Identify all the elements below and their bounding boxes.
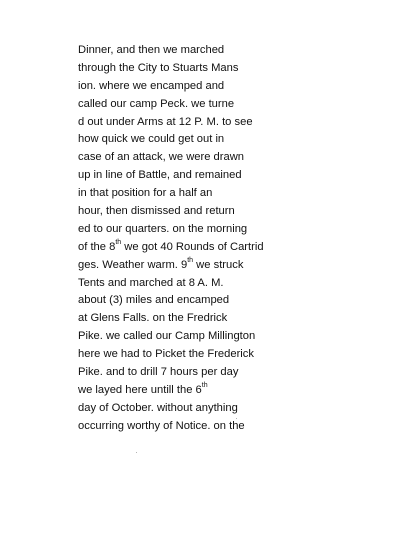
- text-line-17: Pike. we called our Camp Millington: [78, 330, 256, 343]
- text-line-8: up in line of Battle, and remained: [78, 169, 242, 182]
- text-line-1: Dinner, and then we marched: [78, 44, 225, 56]
- text-line-7: case of an attack, we were drawn: [78, 151, 245, 164]
- text-line-3: ion. where we encamped and: [78, 79, 225, 92]
- handwritten-transcript-text: [78, 42, 328, 436]
- text-line-6: how quick we could get out in: [78, 133, 225, 146]
- paper-speck: [136, 452, 137, 453]
- text-line-5: d out under Arms at 12 P. M. to see: [78, 115, 253, 128]
- text-line-16: at Glens Falls. on the Fredrick: [78, 312, 228, 325]
- text-line-15: about (3) miles and encamped: [78, 294, 230, 307]
- text-line-22: occurring worthy of Notice. on the: [78, 419, 245, 432]
- text-line-21: day of October. without anything: [78, 401, 238, 414]
- text-line-9: in that position for a half an: [78, 187, 213, 200]
- ordinal-superscript: th: [201, 382, 208, 390]
- text-line-14: Tents and marched at 8 A. M.: [78, 276, 224, 289]
- text-line-20: we layed here untill the 6th: [78, 382, 208, 396]
- text-line-19: Pike. and to drill 7 hours per day: [78, 366, 239, 379]
- text-line-4: called our camp Peck. we turne: [78, 97, 235, 110]
- text-line-13: ges. Weather warm. 9th we struck: [78, 256, 244, 271]
- ordinal-superscript: th: [187, 256, 194, 264]
- text-line-11: ed to our quarters. on the morning: [78, 222, 248, 235]
- text-line-18: here we had to Picket the Frederick: [78, 348, 254, 361]
- paper-speck: [236, 418, 237, 419]
- text-line-2: through the City to Stuarts Mans: [78, 61, 239, 74]
- text-line-10: hour, then dismissed and return: [78, 205, 235, 218]
- ordinal-superscript: th: [115, 239, 122, 247]
- text-line-12: of the 8th we got 40 Rounds of Cartrid: [78, 239, 264, 253]
